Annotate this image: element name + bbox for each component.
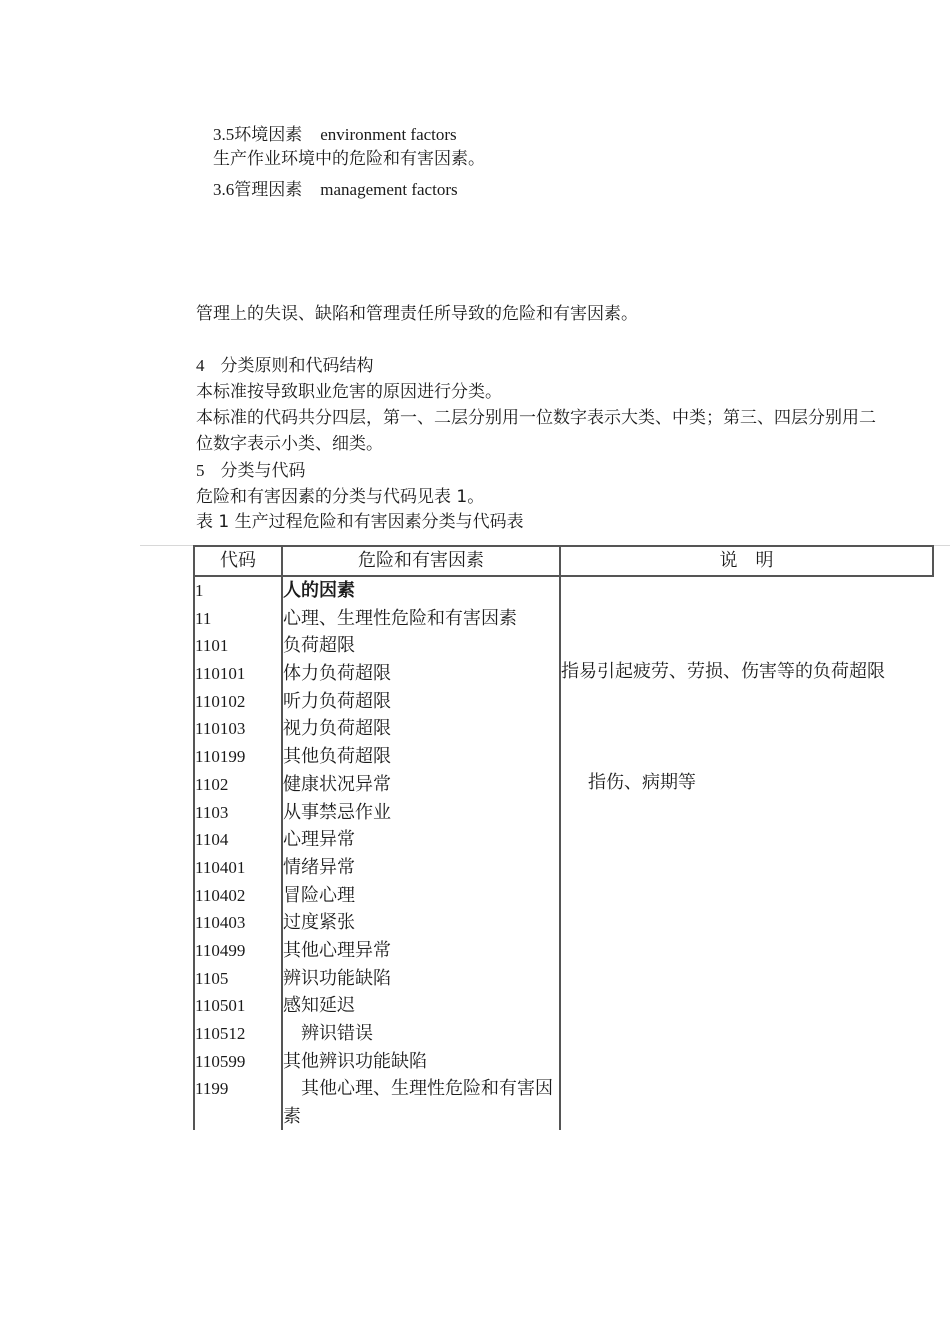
code-cell: 11 (195, 608, 212, 628)
section-number: 4 (196, 356, 205, 375)
factor-cell: 冒险心理 (283, 884, 355, 906)
factor-cell: 从事禁忌作业 (283, 801, 391, 823)
code-cell: 1103 (195, 802, 229, 822)
section-number: 3.5 (213, 125, 235, 144)
section-4-heading (196, 355, 374, 377)
paragraph: 位数字表示小类、细类。 (196, 434, 383, 454)
factor-cell: 人的因素 (283, 580, 355, 601)
section-number: 3.6 (213, 180, 235, 199)
paragraph: 本标准的代码共分四层，第一、二层分别用一位数字表示大类、中类；第三、四层分别用二 (196, 408, 876, 428)
section-3-5-description: 生产作业环境中的危险和有害因素。 (213, 149, 485, 169)
factor-cell: 辨识功能缺陷 (283, 967, 391, 989)
classification-table (193, 545, 934, 1130)
section-title-en: environment factors (320, 125, 457, 144)
code-cell: 110403 (195, 913, 246, 933)
factor-cell: 心理异常 (283, 829, 355, 851)
section-3-6-heading (213, 179, 458, 201)
section-3-5-heading (213, 124, 457, 146)
section-title-cn: 管理因素 (234, 180, 303, 200)
factor-cell: 负荷超限 (283, 635, 355, 657)
code-cell: 110103 (195, 719, 246, 739)
code-cell: 1105 (195, 968, 229, 988)
factor-cell: 辨识错误 (301, 1023, 373, 1044)
factor-cell: 心理、生理性危险和有害因素 (283, 607, 517, 629)
code-cell: 110501 (195, 996, 246, 1016)
code-cell: 110402 (195, 885, 246, 905)
description-cell: 指伤、病期等 (588, 772, 696, 793)
factor-cell: 情绪异常 (283, 856, 355, 878)
code-cell: 110512 (195, 1024, 246, 1043)
code-cell: 1102 (195, 774, 229, 794)
section-title: 分类原则和代码结构 (220, 356, 374, 376)
factor-cell: 视力负荷超限 (283, 718, 391, 740)
code-cell: 110401 (195, 857, 246, 877)
code-cell: 1 (195, 581, 204, 600)
factor-cell: 其他辨识功能缺陷 (283, 1050, 427, 1072)
code-cell: 1199 (195, 1079, 229, 1099)
factor-cell: 听力负荷超限 (283, 690, 391, 712)
code-cell: 110102 (195, 691, 246, 711)
header-code: 代码 (220, 550, 256, 571)
header-factor: 危险和有害因素 (358, 550, 484, 571)
factor-cell: 过度紧张 (283, 912, 355, 934)
section-title-cn: 环境因素 (234, 125, 303, 145)
section-number: 5 (196, 461, 205, 480)
paragraph: 危险和有害因素的分类与代码见表 1。 (196, 487, 485, 507)
code-cell: 110499 (195, 940, 246, 960)
factor-cell: 其他心理、生理性危险和有害因 (301, 1078, 553, 1100)
code-cell: 110199 (195, 747, 246, 767)
code-cell (195, 1103, 281, 1131)
paragraph: 本标准按导致职业危害的原因进行分类。 (196, 382, 502, 402)
code-cell: 1104 (195, 830, 229, 850)
factor-cell: 素 (283, 1106, 301, 1128)
factor-cell: 其他心理异常 (283, 939, 391, 961)
factor-cell: 感知延迟 (283, 995, 355, 1017)
section-5-heading (196, 460, 306, 482)
code-cell: 110101 (195, 664, 246, 684)
factor-cell: 体力负荷超限 (283, 663, 391, 685)
table-border-right (932, 545, 934, 577)
table-col-divider (559, 545, 561, 1130)
factor-cell: 健康状况异常 (283, 773, 391, 795)
factor-cell: 其他负荷超限 (283, 746, 391, 768)
section-3-6-description: 管理上的失误、缺陷和管理责任所导致的危险和有害因素。 (196, 304, 638, 324)
section-title: 分类与代码 (220, 461, 306, 481)
table-caption: 表 1 生产过程危险和有害因素分类与代码表 (196, 512, 524, 532)
code-cell: 1101 (195, 636, 229, 656)
factor-column (283, 577, 558, 1131)
code-cell: 110599 (195, 1051, 246, 1071)
section-title-en: management factors (320, 180, 458, 199)
description-cell: 指易引起疲劳、劳损、伤害等的负荷超限 (561, 661, 885, 682)
code-column (195, 577, 281, 1131)
header-description: 说 明 (719, 550, 774, 571)
